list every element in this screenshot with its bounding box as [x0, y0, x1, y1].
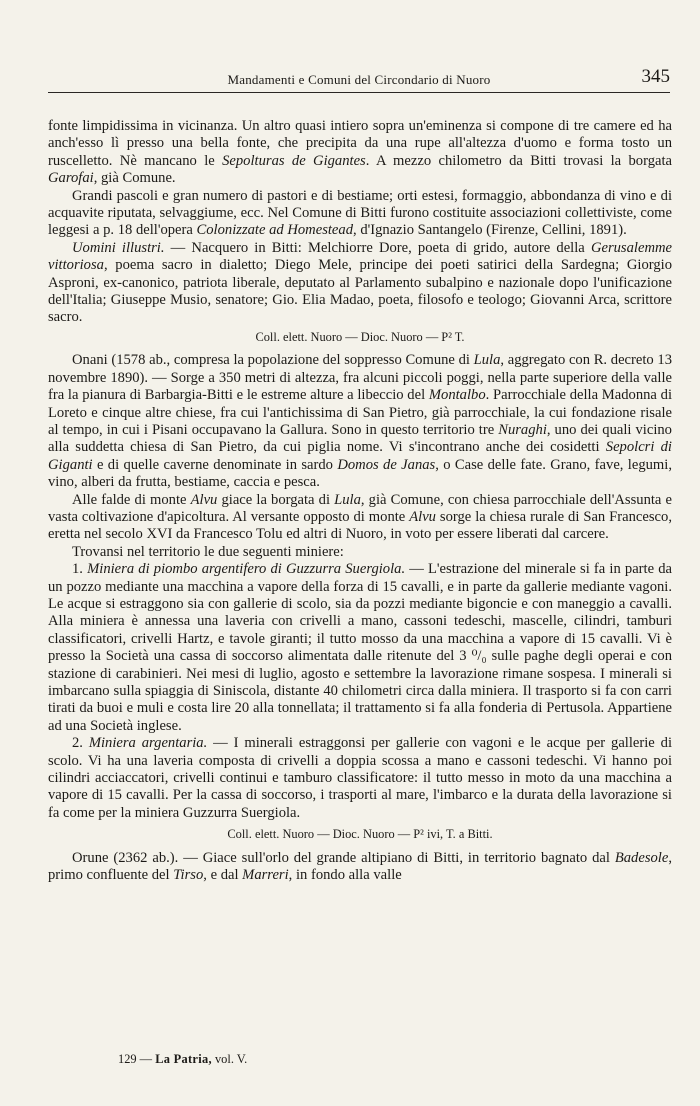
bitti-paragraph-2: Grandi pascoli e gran numero di pastori e di bestiame; orti estesi, formaggio, abbondanza di vino e di acquavite riputata, selvaggiume, ecc. Nel Comune di Bitti furono costituite associazioni collettiviste, come leggesi a p. 18 dell'opera Colonizzate ad Homestead, d'Ignazio Santangelo (Firenze, Cellini, 1891). — [48, 187, 672, 239]
onani-electoral-note: Coll. elett. Nuoro — Dioc. Nuoro — P² ivi, T. a Bitti. — [227, 827, 493, 842]
page-body — [48, 118, 672, 884]
orune-paragraph-1: Orune (2362 ab.). — Giace sull'orlo del grande altipiano di Bitti, in territorio bagnato dal Badesole, primo confluente del Tirso, e dal Marreri, in fondo alla valle — [48, 849, 672, 884]
bitti-paragraph-1: fonte limpidissima in vicinanza. Un altro quasi intiero sopra un'eminenza si compone di tre camere ed ha anch'esso lì presso una bella fonte, che precipita da una rupe all'altezza d'uomo e forma tosto un ruscelletto. Nè mancano le Sepolturas de Gigantes. A mezzo chilometro da Bitti trovasi la borgata Garofai, già Comune. — [48, 118, 673, 187]
bitti-electoral-note: Coll. elett. Nuoro — Dioc. Nuoro — P² T. — [255, 329, 465, 344]
page-number: 345 — [641, 66, 670, 87]
bitti-paragraph-3: Uomini illustri. — Nacquero in Bitti: Melchiorre Dore, poeta di grido, autore della Gerusalemme vittoriosa, poema sacro in dialetto; Diego Mele, principe dei poeti satirici della Sardegna; Giorgio Asproni, ex-canonico, patriota liberale, deputato al Parlamento subalpino e nazionale dopo l'unificazione dell'Italia; Giuseppe Musio, senatore; Gio. Elia Madao, poeta, filosofo e teologo; Giovanni Arca, scrittore sacro. — [48, 239, 672, 326]
page-header — [48, 64, 670, 93]
onani-paragraph-3: Trovansi nel territorio le due seguenti miniere: — [72, 543, 344, 560]
onani-paragraph-mine-1: 1. Miniera di piombo argentifero di Guzzurra Suergiola. — L'estrazione del minerale si fa in parte da un pozzo mediante una macchina a vapore della forza di 15 cavalli, e in parte da gallerie mediante vagoni. Le acque si estraggono sia con gallerie di scolo, sia da pozzi mediante bigoncie e con maneggio a cavalli. Alla miniera è annessa una laveria con crivelli a mano, cassoni tedeschi, mascelle, cilindri, tamburi classificatori, crivelli Hartz, e tavole giranti; il tutto mosso da una macchina a vapore di 15 cavalli. Vi è presso la Società una cassa di soccorso alimentata dalle ritenute del 3 ⁰/₀ sulle paghe degli operai e con stazione di carabinieri. Nei mesi di luglio, agosto e settembre la lavorazione rimane sospesa. I minerali si imbarcano sulla spiaggia di Siniscola, distante 40 chilometri circa dalla miniera. Il trasporto si fa con carri tirati da buoi e muli e costa lire 20 alla tonnellata; il trattamento si fa alla fonderia di Pertusola. Appartiene ad una Società inglese. — [48, 561, 673, 734]
publication-title: La Patria, — [155, 1052, 212, 1066]
page-footer — [118, 1052, 247, 1067]
onani-paragraph-1: Onani (1578 ab., compresa la popolazione del soppresso Comune di Lula, aggregato con R. decreto 13 novembre 1890). — Sorge a 350 metri di altezza, fra alcuni piccoli poggi, nella parte superiore della valle fra la pianura di Barbargia-Bitti e le estreme alture a libeccio del Montalbo. Parrocchiale della Madonna di Loreto e cinque altre chiese, fra cui l'antichissima di San Pietro, già parrocchiale, la cui fondazione risale al tempo, in cui i Pisani occupavano la Gallura. Sono in questo territorio tre Nuraghi, uno dei quali vicino alla suddetta chiesa di San Pietro, da cui piglia nome. Vi s'incontrano anche dei cosidetti Sepolcri di Giganti e di quelle caverne denominate in sardo Domos de Janas, o Case delle fate. Grano, fave, legumi, vino, alberi da frutta, bestiame, caccia e pesca. — [48, 352, 672, 491]
onani-paragraph-mine-2: 2. Miniera argentaria. — I minerali estraggonsi per gallerie con vagoni e le acque per gallerie di scolo. Vi ha una laveria composta di crivelli a doppia scossa a mano e cassoni tedeschi. Vi hanno poi cilindri acciaccatori, crivelli continui e tamburo classificatore: il tutto messo in moto da una macchina a vapore di 15 cavalli. Per la cassa di soccorso, i trasporti al mare, l'imbarco e la durata della lavorazione si fa come per la miniera Guzzurra Suergiola. — [48, 735, 673, 821]
signature-mark: 129 — — [118, 1052, 153, 1066]
entry-title-onani: Onani — [72, 352, 108, 369]
entry-title-orune: Orune — [72, 849, 109, 866]
running-title: Mandamenti e Comuni del Circondario di Nuoro — [227, 72, 491, 87]
onani-paragraph-2: Alle falde di monte Alvu giace la borgata di Lula, già Comune, con chiesa parrocchiale dell'Assunta e vasta coltivazione d'apicoltura. Al versante opposto di monte Alvu sorge la chiesa rurale di San Francesco, eretta nel secolo XVI da Francesco Tolu ed altri di Nuoro, in voto per essere liberati dal carcere. — [48, 491, 672, 543]
volume-label: vol. V. — [214, 1052, 248, 1066]
